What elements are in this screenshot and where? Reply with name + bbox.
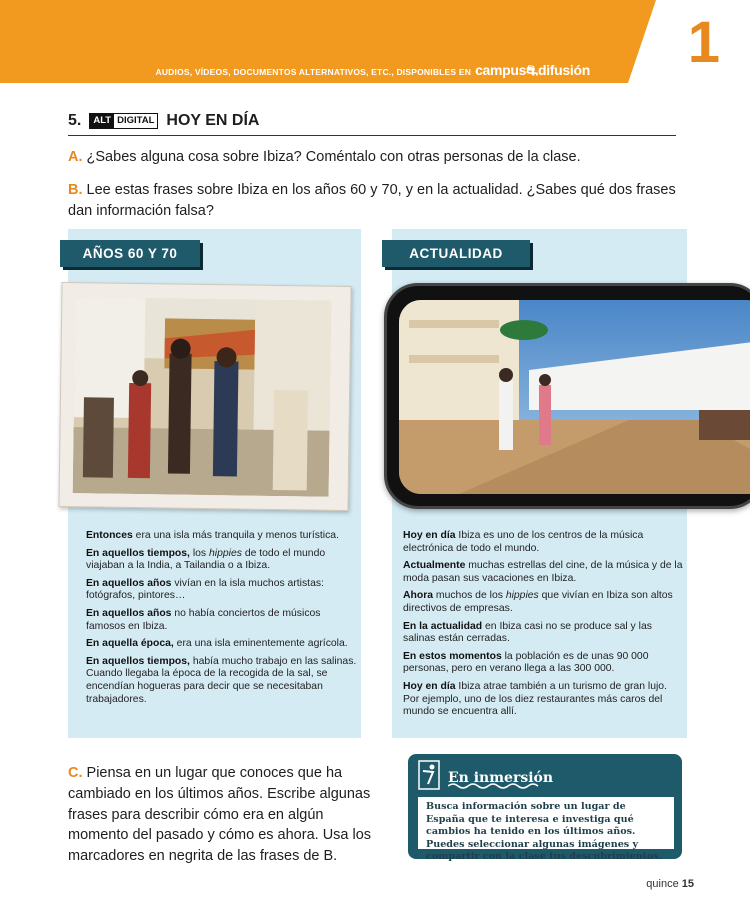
list-item: Entonces era una isla más tranquila y menos turística.: [86, 530, 339, 541]
question-c-text: Piensa en un lugar que conoces que ha cambiado en los últimos años. Escribe algunas frases para describir cómo era en algún momento del pasado y cómo es ahora. Usa los marcadores en negrita de las frases de B.: [68, 765, 372, 865]
present-sentences-list: [403, 530, 683, 724]
list-item: En la actualidad en Ibiza casi no se produce sal y las salinas están cerradas.: [403, 620, 652, 645]
list-item: En aquella época, era una isla eminentemente agrícola.: [86, 638, 348, 650]
question-b-text: Lee estas frases sobre Ibiza en los años 60 y 70, y en la actualidad. ¿Sabes qué dos frases dan información falsa?: [68, 182, 676, 219]
tab-actualidad: ACTUALIDAD: [382, 240, 530, 267]
list-item: Hoy en día Ibiza es uno de los centros de la música electrónica de todo el mundo.: [403, 530, 644, 554]
tab-anos-60-70: AÑOS 60 Y 70: [60, 240, 200, 267]
question-b: [68, 180, 680, 222]
section-number: 5.: [68, 112, 82, 129]
list-item: En estos momentos la población es de unas 90 000 personas, pero en verano llega a las 300 000.: [403, 650, 649, 675]
past-sentences-list: [86, 530, 358, 711]
vintage-street-photo: [73, 297, 332, 497]
question-c: [68, 763, 373, 867]
immersion-box: [408, 754, 682, 863]
alt-digital-badge[interactable]: [89, 113, 158, 129]
section-header: [68, 112, 676, 136]
availability-note: [156, 62, 591, 81]
page-word: quince: [646, 878, 679, 890]
campus-difusion-logo[interactable]: campus⛐difusión: [475, 62, 590, 78]
page-number: 15: [681, 878, 694, 890]
immersion-text: Busca información sobre un lugar de España que te interesa e investiga qué cambios ha tenido en los últimos años. Puedes seleccionar algunas imágenes y compartir con la clase tus descubrimientos.: [418, 797, 674, 849]
badge-alt-label: ALT: [90, 114, 114, 128]
list-item: Ahora muchos de los hippies que vivían en Ibiza son altos directivos de empresas.: [403, 590, 673, 614]
smartphone-frame: [384, 283, 750, 509]
list-item: Hoy en día Ibiza atrae también a un turismo de gran lujo. Por ejemplo, uno de los diez restaurantes más caros del mundo se encuentra allí.: [403, 680, 667, 718]
list-item: En aquellos años no había conciertos de músicos famosos en Ibiza.: [86, 607, 321, 632]
wave-decoration: [448, 782, 540, 790]
list-item: En aquellos tiempos, los hippies de todo el mundo viajaban a la India, a Tailandia o a Ibiza.: [86, 547, 326, 572]
section-title: HOY EN DÍA: [166, 112, 260, 129]
question-c-letter: C.: [68, 765, 83, 781]
immersion-title: En inmersión: [448, 769, 554, 786]
list-item: Actualmente muchas estrellas del cine, de la música y de la moda pasan sus vacaciones en Ibiza.: [403, 560, 683, 584]
question-a: [68, 147, 678, 168]
list-item: En aquellos tiempos, había mucho trabajo en las salinas. Cuando llegaba la época de la recogida de la sal, se encendían hogueras para decir que se necesitaban trabajadores.: [86, 655, 357, 705]
badge-digital-label: DIGITAL: [114, 114, 157, 128]
list-item: En aquellos años vivían en la isla muchos artistas: fotógrafos, pintores…: [86, 577, 324, 602]
page-footer: [646, 878, 694, 890]
unit-number: 1: [687, 10, 720, 75]
question-b-letter: B.: [68, 182, 83, 198]
diver-icon: [418, 760, 440, 795]
header-banner: [0, 0, 750, 83]
vintage-photo-frame: [58, 282, 351, 511]
modern-promenade-photo: [399, 300, 750, 494]
question-a-text: ¿Sabes alguna cosa sobre Ibiza? Coméntalo con otras personas de la clase.: [86, 149, 581, 165]
question-a-letter: A.: [68, 149, 83, 165]
availability-text: AUDIOS, VÍDEOS, DOCUMENTOS ALTERNATIVOS, ETC., DISPONIBLES EN: [155, 66, 472, 77]
